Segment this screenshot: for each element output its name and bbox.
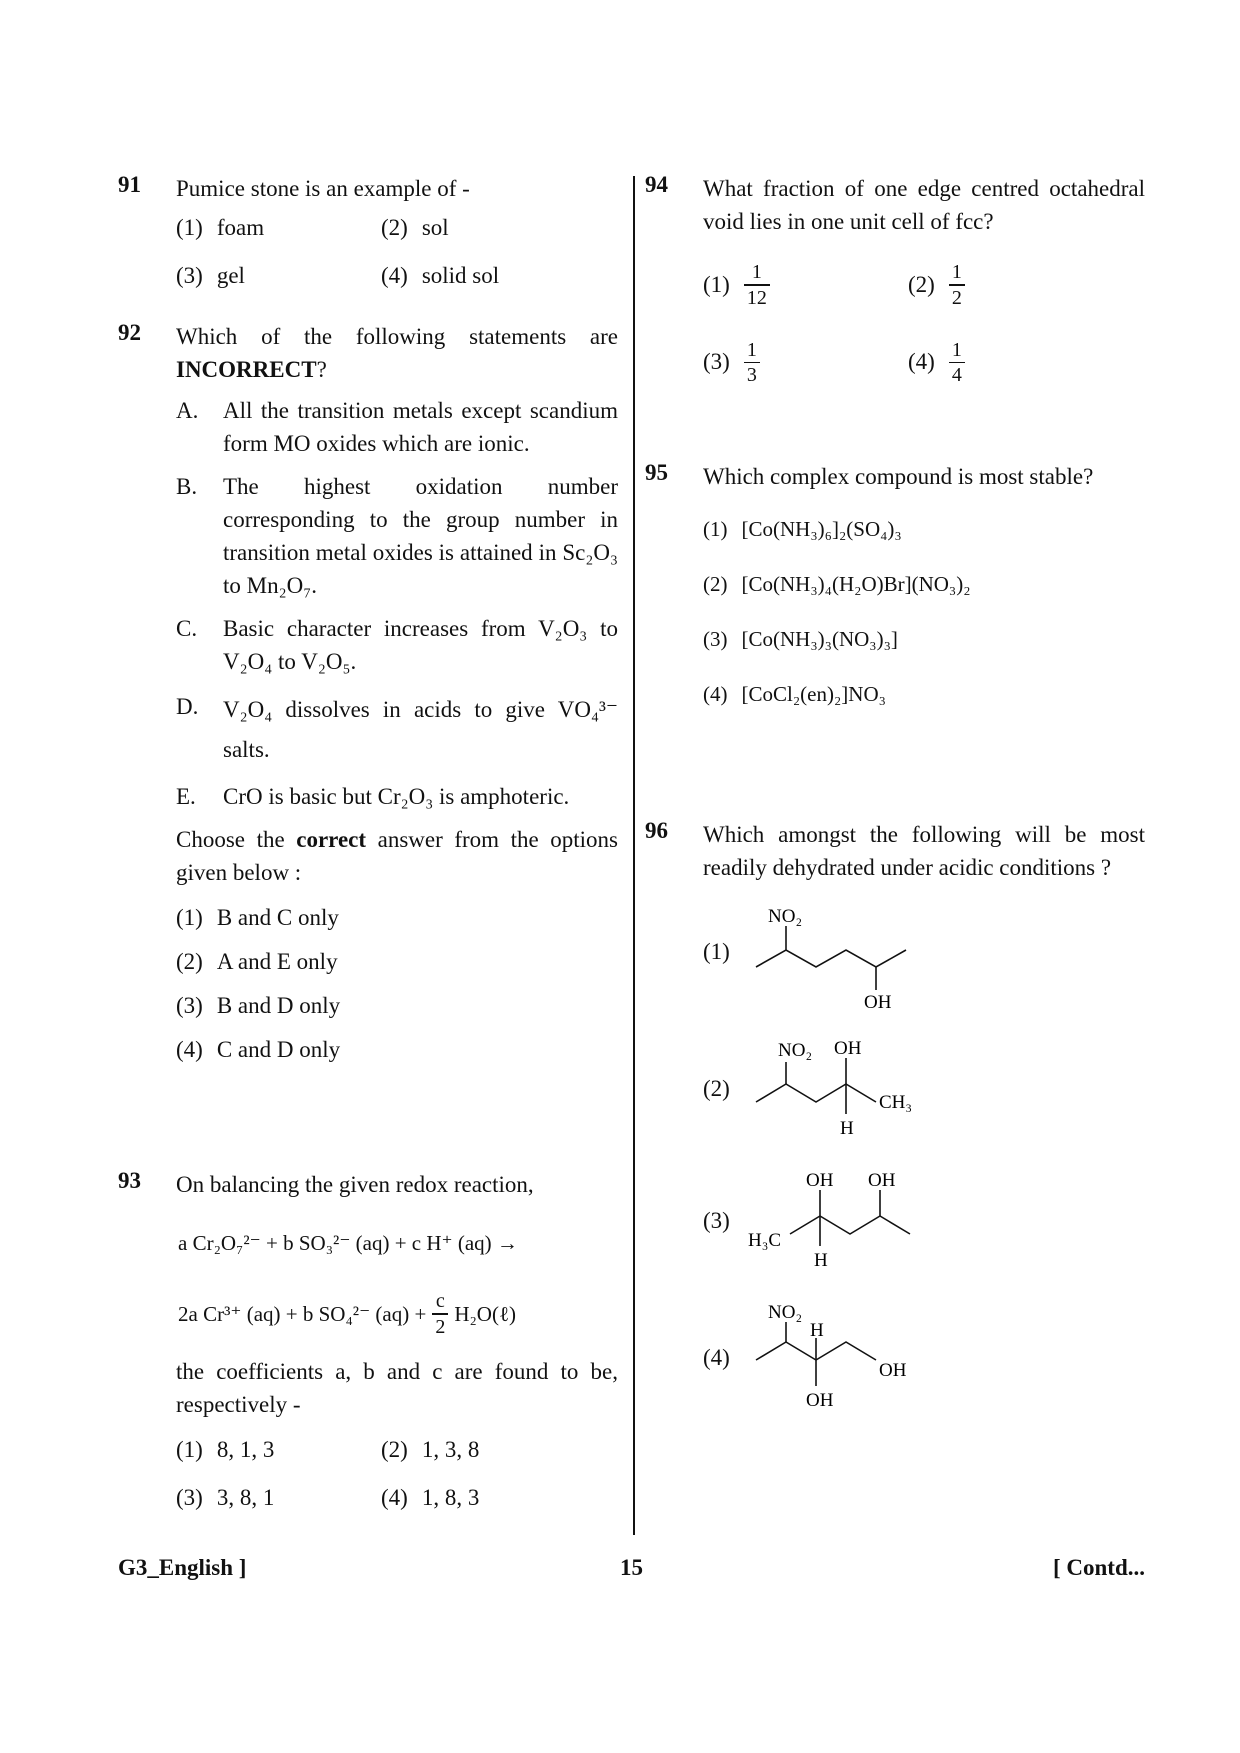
option-label: (3) xyxy=(176,263,203,288)
option-3[interactable] xyxy=(703,627,1145,652)
fraction-numerator: 1 xyxy=(751,261,762,283)
fraction-denominator: 3 xyxy=(746,364,757,386)
choose-instruction xyxy=(176,823,618,889)
option-label: (2) xyxy=(381,1436,408,1462)
option-label: (4) xyxy=(381,1484,408,1510)
question-text: Which amongst the following will be most readily dehydrated under acidic conditions ? xyxy=(703,822,1145,880)
equation-part: 2a Cr³⁺ (aq) + b SO₄²⁻ (aq) + xyxy=(178,1301,427,1326)
statement-text: The highest oxidation number corresponding to the group number in transition metal oxides is attained in Sc₂O₃ to Mn₂O₇. xyxy=(223,474,618,598)
option-2[interactable] xyxy=(703,1034,1145,1144)
options xyxy=(176,1433,618,1515)
fraction xyxy=(949,260,965,310)
option-text: foam xyxy=(216,215,265,240)
option-1[interactable] xyxy=(176,1433,381,1467)
left-column xyxy=(118,172,618,1515)
option-formula: [Co(NH₃)₃(NO₃)₃] xyxy=(741,627,898,651)
option-label: (3) xyxy=(703,627,728,651)
option-4[interactable] xyxy=(703,682,1145,707)
option-label: (4) xyxy=(703,682,728,706)
option-1[interactable] xyxy=(703,517,1145,542)
statement-d xyxy=(176,690,618,770)
question-number: 95 xyxy=(645,460,668,485)
option-3[interactable] xyxy=(703,338,908,388)
option-label: (2) xyxy=(908,271,935,297)
group-label: NO₂ xyxy=(767,906,802,927)
option-3[interactable] xyxy=(703,1166,1145,1276)
option-text: solid sol xyxy=(421,263,500,288)
group-label: OH xyxy=(878,1360,907,1381)
question-number: 92 xyxy=(118,320,141,345)
question-93 xyxy=(118,1168,618,1515)
option-4[interactable] xyxy=(703,1298,1145,1418)
fraction-numerator: 1 xyxy=(951,338,962,361)
question-94 xyxy=(645,172,1145,460)
option-formula: [Co(NH₃)₄(H₂O)Br](NO₃)₂ xyxy=(741,572,971,596)
option-label: (1) xyxy=(176,215,203,240)
option-2[interactable] xyxy=(381,1433,586,1467)
option-label: (2) xyxy=(703,572,728,596)
group-label: H₃C xyxy=(747,1230,781,1251)
statement-b xyxy=(176,470,618,602)
option-text: sol xyxy=(421,215,449,240)
fraction-numerator: 1 xyxy=(746,338,757,361)
option-label: (1) xyxy=(703,939,730,964)
fraction-denominator: 4 xyxy=(951,364,962,386)
option-1[interactable] xyxy=(176,901,618,935)
group-label: H xyxy=(813,1250,828,1271)
right-column xyxy=(645,172,1145,1418)
statement-text: Basic character increases from V₂O₃ to V₂O₄ to V₂O₅. xyxy=(223,616,618,674)
option-text: 3, 8, 1 xyxy=(216,1484,275,1510)
option-3[interactable] xyxy=(176,989,618,1023)
option-2[interactable] xyxy=(703,572,1145,597)
statement-e xyxy=(176,780,618,813)
group-label: NO₂ xyxy=(777,1040,812,1061)
question-91 xyxy=(118,172,618,320)
question-text-continued: the coefficients a, b and c are found to be, respectively - xyxy=(176,1358,618,1417)
option-label: (1) xyxy=(703,517,728,541)
question-text: On balancing the given redox reaction, xyxy=(176,1172,534,1197)
option-text: 1, 3, 8 xyxy=(421,1436,480,1462)
question-number: 94 xyxy=(645,172,668,197)
option-label: (1) xyxy=(176,905,203,930)
footer-continued: [ Contd... xyxy=(1052,1555,1145,1580)
option-label: (2) xyxy=(703,1076,730,1101)
option-4[interactable] xyxy=(176,1033,618,1067)
reaction-equation-line-1: a Cr₂O₇²⁻ + b SO₃²⁻ (aq) + c H⁺ (aq) → xyxy=(178,1231,518,1255)
option-2[interactable] xyxy=(908,260,1113,310)
option-label: (3) xyxy=(176,993,203,1018)
question-text-part: Which of the following statements are xyxy=(176,324,618,349)
group-label: OH xyxy=(833,1038,862,1059)
statement-text: All the transition metals except scandium form MO oxides which are ionic. xyxy=(223,398,618,456)
fraction xyxy=(744,260,770,310)
option-text: C and D only xyxy=(216,1037,341,1062)
question-text: What fraction of one edge centred octahedral void lies in one unit cell of fcc? xyxy=(703,176,1145,234)
structure-2-diagram xyxy=(746,1034,936,1144)
statement-a xyxy=(176,394,618,460)
question-95 xyxy=(645,460,1145,818)
statement-label: A. xyxy=(176,398,199,423)
fraction xyxy=(949,338,965,388)
fraction xyxy=(432,1289,448,1339)
option-formula: [Co(NH₃)₆]₂(SO₄)₃ xyxy=(741,517,902,541)
equation-part: H₂O(ℓ) xyxy=(454,1301,517,1326)
question-96 xyxy=(645,818,1145,1418)
option-label: (4) xyxy=(703,1345,730,1370)
footer-paper-code: G3_English ] xyxy=(118,1555,247,1580)
group-label: OH xyxy=(867,1170,896,1191)
group-label: OH xyxy=(805,1170,834,1191)
statement-label: B. xyxy=(176,474,198,499)
footer-page-number: 15 xyxy=(620,1555,643,1580)
option-2[interactable] xyxy=(381,211,586,245)
structure-1-diagram xyxy=(746,892,936,1012)
option-label: (3) xyxy=(703,349,730,375)
group-label: NO₂ xyxy=(767,1302,802,1323)
options xyxy=(176,211,618,293)
option-1[interactable] xyxy=(703,892,1145,1012)
question-number: 91 xyxy=(118,172,141,197)
statement-label: D. xyxy=(176,694,199,719)
group-label: H xyxy=(809,1320,824,1341)
question-92 xyxy=(118,320,618,1168)
question-number: 93 xyxy=(118,1168,141,1193)
option-label: (2) xyxy=(176,949,203,974)
structure-3-diagram xyxy=(746,1166,946,1276)
option-text: A and E only xyxy=(216,949,338,974)
option-3[interactable] xyxy=(176,259,381,293)
options xyxy=(703,260,1145,387)
reaction-equation-line-2 xyxy=(178,1289,618,1339)
instruction-part: answer from the options given below : xyxy=(176,827,619,885)
option-label: (1) xyxy=(703,271,730,297)
fraction-denominator: 2 xyxy=(435,1315,446,1338)
option-label: (4) xyxy=(176,1037,203,1062)
option-label: (1) xyxy=(176,1436,203,1462)
statement-label: C. xyxy=(176,616,198,641)
question-text xyxy=(176,320,618,386)
options xyxy=(176,901,618,1067)
group-label: OH xyxy=(805,1390,834,1411)
statement-label: E. xyxy=(176,784,196,809)
question-number: 96 xyxy=(645,818,668,843)
structure-4-diagram xyxy=(746,1298,936,1418)
option-label: (4) xyxy=(381,263,408,288)
fraction xyxy=(744,338,760,388)
option-text: B and D only xyxy=(216,993,341,1018)
fraction-numerator: 1 xyxy=(951,261,962,283)
option-4[interactable] xyxy=(381,259,586,293)
option-3[interactable] xyxy=(176,1481,381,1515)
option-4[interactable] xyxy=(381,1481,586,1515)
group-label: CH₃ xyxy=(878,1092,912,1113)
option-text: 8, 1, 3 xyxy=(216,1436,275,1462)
option-label: (4) xyxy=(908,349,935,375)
question-text-emphasis: INCORRECT xyxy=(176,357,317,382)
group-label: H xyxy=(839,1118,854,1139)
option-formula: [CoCl₂(en)₂]NO₃ xyxy=(741,682,886,706)
instruction-part: Choose the xyxy=(176,827,285,852)
option-text: gel xyxy=(216,263,245,288)
question-text: Pumice stone is an example of - xyxy=(176,176,470,201)
instruction-emphasis: correct xyxy=(296,827,367,852)
option-1[interactable] xyxy=(176,211,381,245)
statement-text: V₂O₄ dissolves in acids to give VO₄³⁻ salts. xyxy=(223,697,618,762)
fraction-denominator: 12 xyxy=(746,286,767,309)
option-2[interactable] xyxy=(176,945,618,979)
fraction-denominator: 2 xyxy=(951,286,962,309)
statement-c xyxy=(176,612,618,678)
question-text: Which complex compound is most stable? xyxy=(703,464,1094,489)
option-label: (3) xyxy=(703,1208,730,1233)
fraction-numerator: c xyxy=(435,1290,445,1312)
group-label: OH xyxy=(863,992,892,1012)
column-divider xyxy=(633,176,635,1535)
question-text-part: ? xyxy=(316,357,327,382)
option-1[interactable] xyxy=(703,260,908,310)
option-label: (3) xyxy=(176,1484,203,1510)
option-label: (2) xyxy=(381,215,408,240)
option-text: B and C only xyxy=(216,905,339,930)
statement-text: CrO is basic but Cr₂O₃ is amphoteric. xyxy=(223,784,570,809)
option-4[interactable] xyxy=(908,338,1113,388)
option-text: 1, 8, 3 xyxy=(421,1484,480,1510)
